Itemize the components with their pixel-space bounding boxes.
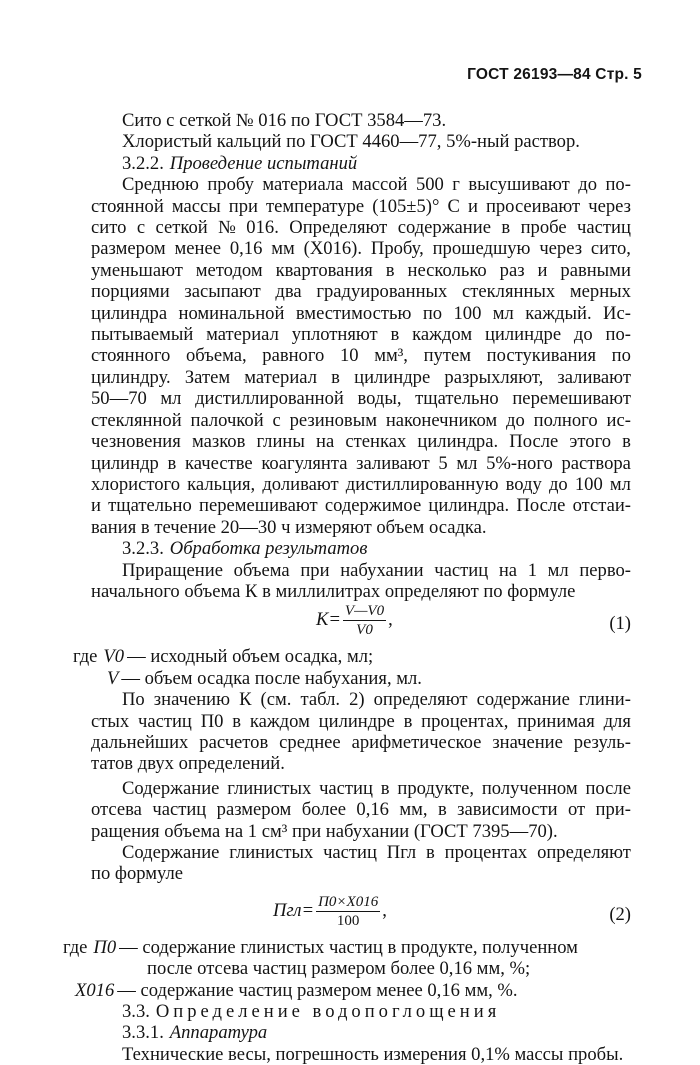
- formula-2-comma: ,: [382, 899, 387, 921]
- word: с: [136, 217, 146, 239]
- text-line: [91, 345, 631, 366]
- word: частиц: [152, 799, 207, 821]
- text-line: [91, 778, 631, 799]
- section-number: 3.3.1.: [122, 1022, 164, 1044]
- word: через: [588, 195, 631, 217]
- legend-symbol: Х016: [75, 979, 115, 1001]
- volume-increase-paragraph: [91, 560, 631, 603]
- chloride-line: [91, 131, 631, 152]
- content-formula-paragraph: [91, 842, 631, 885]
- text-line: [91, 711, 631, 732]
- word: цилиндру.: [91, 366, 171, 388]
- text-line: начального объема К в миллилитрах определяют по формуле: [91, 580, 576, 602]
- word: отсева: [91, 799, 142, 821]
- word: полного: [533, 409, 598, 431]
- formula-1-legend: [73, 646, 631, 689]
- formula-1-lhs: К=: [316, 609, 341, 631]
- word: 016.: [246, 217, 279, 239]
- word: воду: [505, 473, 542, 495]
- word: уплотняют: [291, 324, 378, 346]
- word: дальнейших: [91, 731, 189, 753]
- formula-1-number: (1): [609, 613, 631, 635]
- word: частиц: [434, 559, 489, 581]
- word: мерных: [569, 281, 631, 303]
- word: зависимости: [457, 799, 558, 821]
- word: в: [403, 710, 413, 732]
- word: при-: [595, 799, 631, 821]
- word: по-: [605, 324, 631, 346]
- word: цилиндра.: [428, 495, 510, 517]
- word: от: [567, 799, 586, 821]
- word: цилиндре: [354, 366, 431, 388]
- word: После: [509, 431, 559, 453]
- word: значение: [492, 731, 563, 753]
- text-line: [91, 799, 631, 820]
- text-line: [91, 367, 631, 388]
- word: перемешивают: [512, 388, 631, 410]
- word: просеивают: [485, 195, 581, 217]
- word: объема,: [185, 345, 247, 367]
- word: глинистых: [227, 777, 312, 799]
- test-procedure-paragraph: [91, 174, 631, 538]
- word: методом: [195, 259, 263, 281]
- legend-row: [73, 646, 631, 667]
- word: глини-: [578, 689, 631, 711]
- formula-2-denominator: 100: [336, 912, 360, 929]
- word: квартования: [275, 259, 373, 281]
- text-line: [91, 842, 631, 863]
- clay-particles-paragraph: [91, 689, 631, 775]
- word: чезновения: [91, 431, 181, 453]
- word: 5: [438, 452, 448, 474]
- legend-row: [63, 980, 631, 1001]
- word: 5%-ного: [486, 452, 553, 474]
- word: содержимое: [324, 495, 422, 517]
- word: высушивают: [468, 174, 570, 196]
- text-line: вания в течение 20—30 ч измеряют объем осадка.: [91, 516, 487, 538]
- word: арифметическое: [351, 731, 482, 753]
- word: перемешивают: [199, 495, 318, 517]
- word: равными: [560, 259, 631, 281]
- word: в: [622, 431, 631, 453]
- word: частиц: [577, 217, 631, 239]
- word: при: [228, 195, 258, 217]
- word: определяют: [537, 842, 631, 863]
- word: стеклянных: [462, 281, 556, 303]
- formula-2-numerator: П0×Х016: [318, 893, 379, 910]
- word: (см.: [260, 689, 292, 711]
- section-3-2-3-heading: [91, 538, 631, 559]
- word: табл.: [300, 689, 340, 711]
- word: дистиллированной: [195, 388, 344, 410]
- text-line: [91, 238, 631, 259]
- word: цилиндре: [484, 324, 562, 346]
- word: градуированных: [316, 281, 448, 303]
- word: Затем: [184, 366, 231, 388]
- word: порциями: [91, 281, 170, 303]
- word: Содержание: [122, 842, 220, 863]
- word: палочкой: [190, 409, 264, 431]
- sieve-line: [91, 110, 631, 131]
- word: коагулянта: [261, 452, 348, 474]
- word: П0: [200, 710, 224, 732]
- word: материала: [262, 174, 344, 196]
- word: в: [380, 777, 390, 799]
- word: вместимостью: [295, 302, 412, 324]
- section-title: Аппаратура: [169, 1022, 268, 1044]
- formula-1-comma: ,: [388, 609, 393, 631]
- word: заливают: [557, 366, 631, 388]
- word: мл: [456, 452, 478, 474]
- section-3-3-heading: [91, 1001, 631, 1022]
- word: 50—70: [91, 388, 147, 410]
- word: Ис-: [603, 302, 631, 324]
- formula-2-number: (2): [609, 903, 631, 925]
- word: 10: [339, 345, 359, 367]
- word: цилиндре: [318, 710, 395, 732]
- chloride-text: Хлористый кальций по ГОСТ 4460—77, 5%-ный раствор.: [122, 131, 580, 153]
- legend-definition: — содержание частиц размером менее 0,16 мм, %.: [117, 979, 518, 1001]
- legend-symbol: V0: [103, 646, 125, 668]
- word: содержание: [476, 689, 570, 711]
- word: в: [426, 842, 435, 863]
- text-line: [91, 431, 631, 452]
- legend-definition: — объем осадка после набухания, мл.: [121, 667, 422, 689]
- word: номинальной: [178, 302, 285, 324]
- word: пытываемый: [91, 324, 194, 346]
- word: Приращение: [122, 559, 223, 581]
- word: мл: [160, 388, 182, 410]
- word: процентах: [444, 842, 528, 863]
- formula-2: [91, 893, 631, 937]
- word: стоянного: [91, 345, 171, 367]
- formula-1-fraction: [343, 602, 386, 639]
- legend-row: [63, 937, 631, 958]
- word: частиц: [319, 777, 373, 799]
- word: через: [539, 238, 583, 260]
- word: 100: [453, 302, 482, 324]
- word: массой: [351, 174, 408, 196]
- word: стоянной: [91, 195, 164, 217]
- text-line: [91, 410, 631, 431]
- word: материал: [244, 366, 317, 388]
- word: Среднюю: [122, 174, 199, 196]
- word: более: [301, 799, 346, 821]
- word: кальция,: [187, 473, 256, 495]
- word: каждом: [412, 324, 473, 346]
- word: С: [447, 195, 460, 217]
- word: в: [167, 452, 177, 474]
- word: набухании: [340, 559, 424, 581]
- word: частиц: [323, 842, 377, 863]
- word: объема: [233, 559, 290, 581]
- word: температуре: [266, 195, 365, 217]
- legend-symbol: П0: [93, 936, 117, 958]
- word: цилиндр: [91, 452, 159, 474]
- word: мл: [609, 473, 631, 495]
- legend-definition: — содержание глинистых частиц в продукте, полученном: [119, 936, 578, 958]
- word: наконечником: [385, 409, 498, 431]
- word: стенках: [345, 431, 407, 453]
- word: размером: [216, 799, 292, 821]
- section-number: 3.2.2.: [122, 152, 164, 174]
- section-title: Обработка результатов: [169, 538, 368, 560]
- word: по: [422, 302, 443, 324]
- word: раз: [499, 259, 525, 281]
- text-line: по формуле: [91, 863, 184, 885]
- word: мм: [271, 238, 295, 260]
- word: до: [506, 409, 525, 431]
- word: на: [498, 559, 518, 581]
- word: сито,: [590, 238, 631, 260]
- text-line: татов двух определений.: [91, 753, 285, 775]
- word: и: [91, 495, 101, 517]
- word: доливают: [262, 473, 339, 495]
- text-line: [91, 495, 631, 516]
- section-title: Определение водопоглощения: [155, 1001, 501, 1023]
- word: продукте,: [397, 777, 474, 799]
- text-line: [91, 174, 631, 195]
- text-line: [91, 303, 631, 324]
- word: мм³,: [374, 345, 408, 367]
- word: г: [452, 174, 460, 196]
- scales-text: Технические весы, погрешность измерения 0,1% массы пробы.: [122, 1043, 624, 1065]
- word: среднее: [279, 731, 341, 753]
- word: После: [516, 495, 566, 517]
- word: 2): [349, 689, 365, 711]
- formula-1: [91, 602, 631, 646]
- word: 0,16: [229, 238, 263, 260]
- word: глины: [256, 431, 305, 453]
- word: 0,16: [356, 799, 389, 821]
- word: мл: [492, 302, 514, 324]
- word: содержание: [397, 217, 491, 239]
- word: пробе: [520, 217, 567, 239]
- legend-row: [73, 668, 631, 689]
- word: качестве: [185, 452, 253, 474]
- text-line: ращения объема на 1 см³ при набухании (ГОСТ 7395—70).: [91, 820, 558, 842]
- text-line: [91, 260, 631, 281]
- word: в: [331, 366, 340, 388]
- formula-1-denominator: V0: [356, 622, 373, 639]
- word: заливают: [356, 452, 430, 474]
- word: и: [467, 195, 478, 217]
- word: сито: [91, 217, 127, 239]
- word: (Х016).: [303, 238, 363, 260]
- word: расчетов: [199, 731, 269, 753]
- word: этого: [569, 431, 612, 453]
- word: №: [218, 217, 236, 239]
- where-word: где: [63, 936, 88, 958]
- word: Определяют: [289, 217, 388, 239]
- content-paragraph: [91, 778, 631, 842]
- section-number: 3.3.: [122, 1001, 150, 1023]
- word: засыпают: [184, 281, 261, 303]
- word: в: [501, 217, 511, 239]
- formula-1-numerator: V—V0: [344, 603, 385, 620]
- word: два: [275, 281, 302, 303]
- word: 1: [527, 559, 537, 581]
- section-number: 3.2.3.: [122, 538, 164, 560]
- word: отстаи-: [572, 495, 631, 517]
- word: Пгл: [386, 842, 417, 863]
- formula-2-fraction: [316, 893, 380, 930]
- word: дистиллированную: [345, 473, 499, 495]
- legend-row: [63, 958, 631, 979]
- word: тщательно: [108, 495, 192, 517]
- word: каждом: [249, 710, 310, 732]
- text-line: [91, 324, 631, 345]
- word: при: [300, 559, 330, 581]
- word: определяют: [373, 689, 468, 711]
- word: менее: [174, 238, 221, 260]
- text-line: [91, 732, 631, 753]
- word: путем: [423, 345, 472, 367]
- word: принимая: [517, 710, 595, 732]
- legend-definition: — исходный объем осадка, мл;: [127, 646, 374, 668]
- word: размером: [91, 238, 166, 260]
- word: значению: [153, 689, 230, 711]
- text-line: [91, 281, 631, 302]
- scales-line: [91, 1044, 631, 1065]
- text-line: [91, 217, 631, 238]
- word: 100: [574, 473, 603, 495]
- word: цилиндра.: [417, 431, 499, 453]
- text-line: [91, 689, 631, 710]
- word: (105±5)°: [372, 195, 440, 217]
- word: сеткой: [155, 217, 208, 239]
- text-line: [91, 474, 631, 495]
- word: мазков: [191, 431, 246, 453]
- word: мл: [547, 559, 569, 581]
- word: мм,: [399, 799, 428, 821]
- word: каждый.: [525, 302, 592, 324]
- word: хлористого: [91, 473, 181, 495]
- word: постукивания: [486, 345, 597, 367]
- word: 500: [415, 174, 444, 196]
- section-3-2-2-heading: [91, 153, 631, 174]
- word: Пробу,: [370, 238, 424, 260]
- word: разрыхляют,: [444, 366, 544, 388]
- text-line: [91, 560, 631, 581]
- word: в: [232, 710, 242, 732]
- word: несколько: [407, 259, 487, 281]
- word: стых: [91, 710, 130, 732]
- text-line: [91, 388, 631, 409]
- page-header: ГОСТ 26193—84 Стр. 5: [467, 66, 642, 83]
- word: до: [548, 473, 568, 495]
- document-body: [63, 110, 631, 1065]
- legend-definition: после отсева частиц размером более 0,16 мм, %;: [147, 958, 531, 980]
- word: пробу: [207, 174, 254, 196]
- word: тщательно: [415, 388, 499, 410]
- word: частиц: [137, 710, 192, 732]
- word: воды,: [357, 388, 402, 410]
- word: резиновым: [289, 409, 377, 431]
- word: К: [239, 689, 252, 711]
- word: материал: [206, 324, 279, 346]
- word: полученном: [481, 777, 578, 799]
- word: до: [578, 174, 598, 196]
- word: для: [603, 710, 631, 732]
- text-line: [91, 196, 631, 217]
- section-title: Проведение испытаний: [169, 152, 358, 174]
- word: по: [611, 345, 631, 367]
- sieve-text: Сито с сеткой № 016 по ГОСТ 3584—73.: [122, 110, 447, 131]
- word: процентах,: [421, 710, 509, 732]
- word: раствора: [561, 452, 631, 474]
- word: в: [385, 259, 395, 281]
- word: уменьшают: [91, 259, 183, 281]
- word: ис-: [606, 409, 631, 431]
- word: с: [272, 409, 281, 431]
- word: массы: [171, 195, 221, 217]
- word: стеклянной: [91, 409, 182, 431]
- word: По: [122, 689, 145, 711]
- word: после: [585, 777, 631, 799]
- where-word: где: [73, 646, 98, 668]
- word: резуль-: [573, 731, 631, 753]
- word: прошедшую: [432, 238, 531, 260]
- word: в: [390, 324, 400, 346]
- formula-2-legend: [63, 937, 631, 1001]
- formula-2-lhs: Пгл=: [273, 899, 315, 921]
- text-line: [91, 453, 631, 474]
- word: Содержание: [122, 777, 220, 799]
- word: в: [437, 799, 447, 821]
- word: и: [537, 259, 548, 281]
- word: на: [316, 431, 335, 453]
- word: равного: [262, 345, 325, 367]
- legend-symbol: V: [107, 667, 119, 689]
- word: по-: [605, 174, 631, 196]
- word: глинистых: [229, 842, 314, 863]
- word: цилиндра: [91, 302, 168, 324]
- word: перво-: [579, 559, 631, 581]
- word: до: [573, 324, 593, 346]
